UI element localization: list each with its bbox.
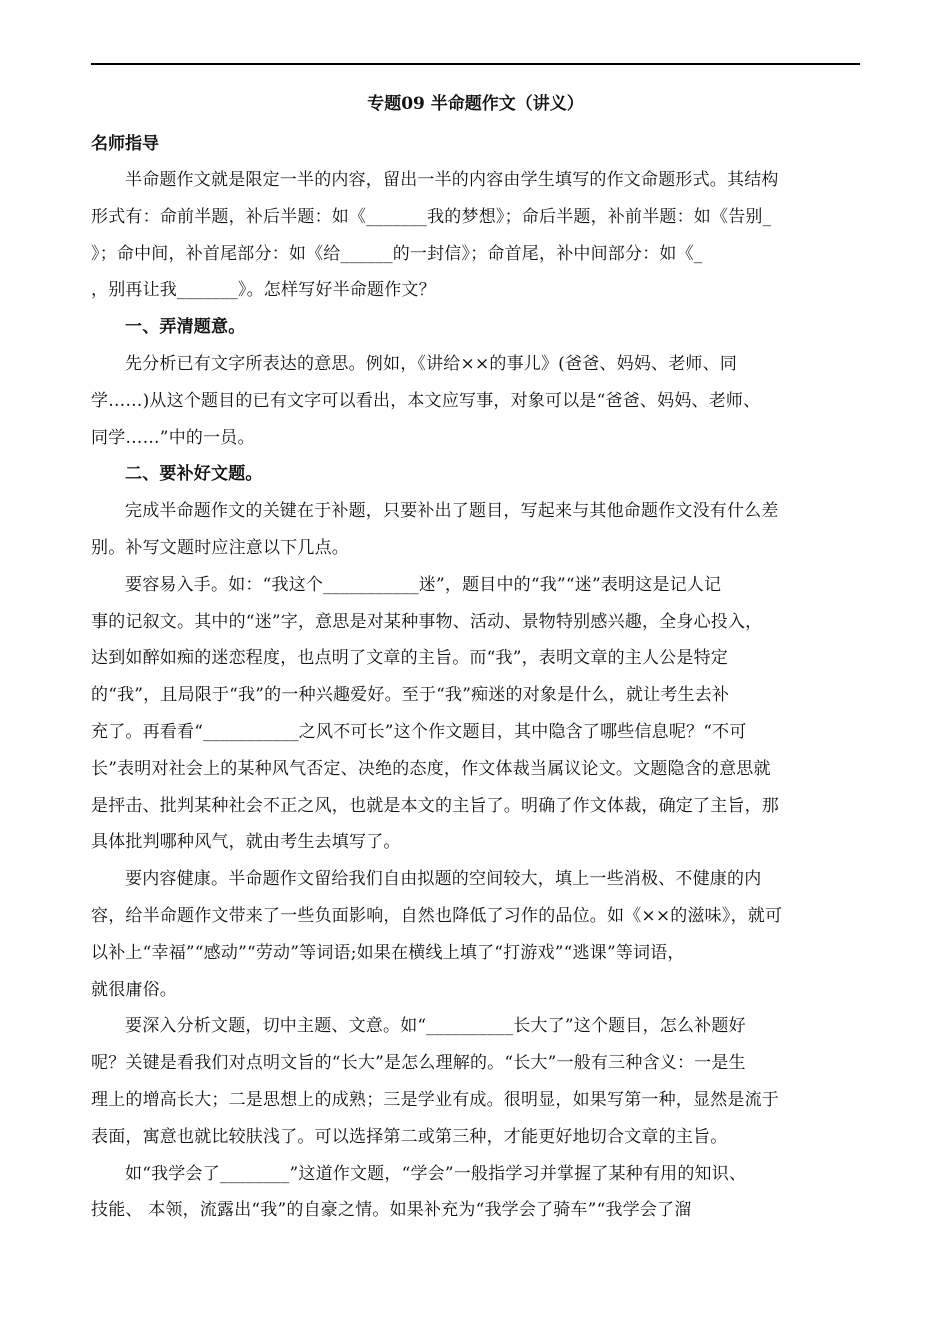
text-line: 的“我”，且局限于“我”的一种兴趣爱好。至于“我”痴迷的对象是什么，就让考生去补 <box>91 685 730 706</box>
text-line: 》；命中间，补首尾部分：如《给______的一封信》；命首尾，补中间部分：如《_ <box>91 243 703 264</box>
text-line: ，别再让我_______》。怎样写好半命题作文？ <box>91 280 436 301</box>
text-line: 以补上“幸福”“感动”“劳动”等词语;如果在横线上填了“打游戏”“逃课”等词语， <box>91 942 685 963</box>
paragraph-intro <box>91 162 860 309</box>
paragraph-3 <box>91 567 860 861</box>
text-line: 理上的增高长大；二是思想上的成熟；三是学业有成。很明显，如果写第一种，显然是流于 <box>91 1089 779 1110</box>
text-line: 达到如醉如痴的迷恋程度，也点明了文章的主旨。而“我”，表明文章的主人公是特定 <box>91 648 728 669</box>
subheading-2: 二、要补好文题。 <box>125 464 263 485</box>
text-line: 半命题作文就是限定一半的内容，留出一半的内容由学生填写的作文命题形式。其结构 <box>125 170 779 190</box>
text-line: 容，给半命题作文带来了一些负面影响，自然也降低了习作的品位。如《××的滋味》，就可 <box>91 905 783 926</box>
text-line: 完成半命题作文的关键在于补题，只要补出了题目，写起来与其他命题作文没有什么差 <box>125 501 779 522</box>
text-line: 事的记叙文。其中的“迷”字，意思是对某种事物、活动、景物特别感兴趣，全身心投入， <box>91 611 763 632</box>
text-line: 同学……”中的一员。 <box>91 427 255 448</box>
text-line: 具体批判哪种风气，就由考生去填写了。 <box>91 832 401 853</box>
paragraph-4 <box>91 861 860 1008</box>
text-line: 别。补写文题时应注意以下几点。 <box>91 537 349 558</box>
paragraph-5 <box>91 1008 860 1155</box>
paragraph-2 <box>91 493 860 567</box>
text-line: 表面，寓意也就比较肤浅了。可以选择第二或第三种，才能更好地切合文章的主旨。 <box>91 1126 728 1147</box>
text-line: 呢？关键是看我们对点明文旨的“长大”是怎么理解的。“长大”一般有三种含义：一是生 <box>91 1053 746 1074</box>
text-line: 学……)从这个题目的已有文字可以看出，本文应写事，对象可以是“爸爸、妈妈、老师、 <box>91 390 761 411</box>
text-line: 技能、 本领，流露出“我”的自豪之情。如果补充为“我学会了骑车”“我学会了溜 <box>91 1200 692 1221</box>
subheading-1: 一、弄清题意。 <box>125 317 246 338</box>
paragraph-1 <box>91 346 860 456</box>
text-line: 要深入分析文题，切中主题、文意。如“__________长大了”这个题目，怎么补题好 <box>125 1016 746 1037</box>
text-line: 形式有：命前半题，补后半题：如《_______我的梦想》；命后半题，补前半题：如《告别_ <box>91 206 772 227</box>
text-line: 要容易入手。如：“我这个___________迷”，题目中的“我”“迷”表明这是记人记 <box>125 574 722 595</box>
page-title: 专题09 半命题作文（讲义） <box>367 94 584 114</box>
section-heading: 名师指导 <box>91 134 159 154</box>
text-line: 长”表明对社会上的某种风气否定、决绝的态度，作文体裁当属议论文。文题隐含的意思就 <box>91 758 771 779</box>
text-line: 要内容健康。半命题作文留给我们自由拟题的空间较大，填上一些消极、不健康的内 <box>125 869 762 890</box>
paragraph-6 <box>91 1156 860 1230</box>
text-line: 先分析已有文字所表达的意思。例如，《讲给××的事儿》(爸爸、妈妈、老师、同 <box>125 353 738 374</box>
text-line: 如“我学会了________”这道作文题，“学会”一般指学习并掌握了某种有用的知识、 <box>125 1163 747 1184</box>
header-rule <box>91 63 860 65</box>
text-line: 是抨击、批判某种社会不正之风，也就是本文的主旨了。明确了作文体裁，确定了主旨，那 <box>91 795 779 816</box>
document-body <box>91 162 860 1229</box>
text-line: 就很庸俗。 <box>91 979 177 1000</box>
text-line: 充了。再看看“___________之风不可长”这个作文题目，其中隐含了哪些信息呢？“不可 <box>91 721 747 742</box>
